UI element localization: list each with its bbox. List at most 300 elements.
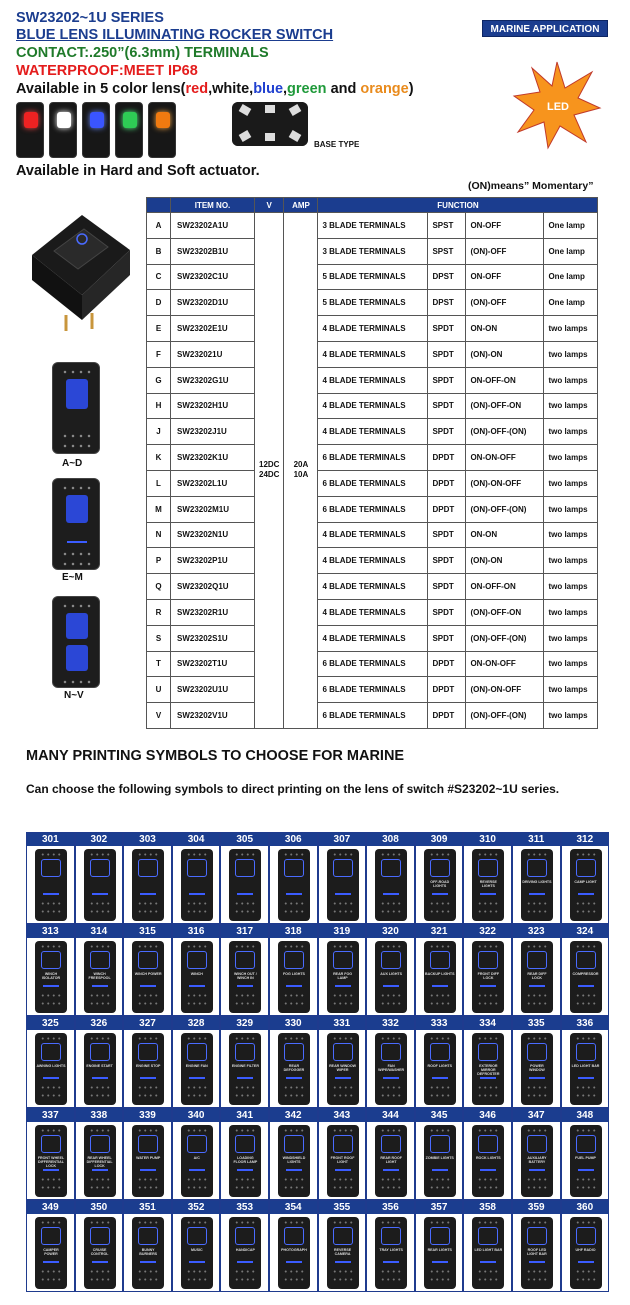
col-function: FUNCTION [318,198,598,213]
symbol-number: 343 [319,1109,366,1122]
symbol-label: WINCH OUT / WINCH IN [233,972,257,980]
symbol-label: AUXILIARY BATTERY [527,1156,547,1164]
symbol-glyph-icon [333,951,353,969]
row-terminals: 4 BLADE TERMINALS [318,625,428,651]
row-item-no: SW23202N1U [171,522,255,548]
symbol-switch-icon [521,1217,553,1289]
row-lamps: two lamps [544,522,598,548]
marine-application-badge: MARINE APPLICATION [482,20,608,37]
row-pole: SPST [428,213,466,239]
symbol-glyph-icon [381,1227,401,1245]
symbol-number: 308 [367,833,414,846]
symbol-glyph-icon [381,1135,401,1153]
symbol-switch-icon [521,849,553,921]
symbol-glyph-icon [187,1135,207,1153]
contact-spec: CONTACT:.250”(6.3mm) TERMINALS [16,45,269,61]
symbol-number: 311 [513,833,560,846]
symbol-label: EXTERIOR MIRROR DEFROSTER [477,1064,500,1076]
symbol-glyph-icon [90,1043,110,1061]
row-item-no: SW23202M1U [171,496,255,522]
row-terminals: 4 BLADE TERMINALS [318,548,428,574]
symbol-number: 351 [124,1201,171,1214]
symbol-label: AUX LIGHTS [380,972,403,976]
symbol-number: 341 [221,1109,268,1122]
symbol-label: ENGINE START [86,1064,113,1068]
col-item-no: ITEM NO. [171,198,255,213]
row-lamps: two lamps [544,651,598,677]
symbol-cell [269,832,318,924]
symbol-cell [172,1108,221,1200]
symbol-label: FOG LIGHTS [282,972,305,976]
col-code [147,198,171,213]
product-title: BLUE LENS ILLUMINATING ROCKER SWITCH [16,27,334,43]
symbol-label: WATER PUMP [136,1156,161,1160]
led-label: LED [547,101,569,113]
row-pole: SPDT [428,548,466,574]
symbol-glyph-icon [527,1227,547,1245]
table-row [147,496,598,522]
symbol-cell [415,832,464,924]
symbol-cell [75,924,124,1016]
symbol-glyph-icon [527,1135,547,1153]
symbol-number: 303 [124,833,171,846]
row-item-no: SW232021U [171,341,255,367]
table-row [147,651,598,677]
symbol-glyph-icon [138,1043,158,1061]
symbol-number: 340 [173,1109,220,1122]
row-terminals: 4 BLADE TERMINALS [318,574,428,600]
row-pole: SPDT [428,522,466,548]
symbol-number: 307 [319,833,366,846]
symbol-number: 352 [173,1201,220,1214]
symbol-cell [463,1016,512,1108]
lens-orange: orange [360,81,409,97]
row-function: ON-ON-OFF [466,445,544,471]
row-lamps: two lamps [544,367,598,393]
row-lamps: two lamps [544,393,598,419]
symbol-number: 336 [562,1017,609,1030]
row-terminals: 4 BLADE TERMINALS [318,522,428,548]
symbol-switch-icon [84,1125,116,1197]
symbol-cell [123,1108,172,1200]
row-item-no: SW23202L1U [171,470,255,496]
series-title: SW23202~1U SERIES [16,10,164,26]
symbol-number: 325 [27,1017,74,1030]
symbol-number: 326 [76,1017,123,1030]
symbol-label: REAR WHEEL DIFFERENTIAL LOCK [86,1156,113,1168]
lens-white: ,white, [208,81,254,97]
row-lamps: two lamps [544,470,598,496]
symbol-label: BACKUP LIGHTS [425,972,455,976]
symbol-switch-icon [181,1217,213,1289]
symbol-switch-icon [181,941,213,1013]
symbol-glyph-icon [235,1227,255,1245]
symbol-glyph-icon [235,859,255,877]
row-terminals: 5 BLADE TERMINALS [318,264,428,290]
symbol-glyph-icon [284,859,304,877]
row-lamps: two lamps [544,677,598,703]
row-item-no: SW23202Q1U [171,574,255,600]
symbol-cell [415,1200,464,1292]
row-item-no: SW23202U1U [171,677,255,703]
symbol-cell [75,1016,124,1108]
table-row [147,574,598,600]
symbol-number: 315 [124,925,171,938]
symbol-switch-icon [35,1125,67,1197]
symbol-glyph-icon [478,1135,498,1153]
symbol-cell [561,1200,610,1292]
symbol-cell [318,1200,367,1292]
row-code: R [147,599,171,625]
row-terminals: 3 BLADE TERMINALS [318,238,428,264]
symbol-label: CAMPER POWER [43,1248,59,1256]
symbol-number: 302 [76,833,123,846]
row-pole: DPDT [428,677,466,703]
symbol-label: BUNNY BURNERS [139,1248,158,1256]
led-starburst-icon [512,60,602,150]
symbol-switch-icon [278,1033,310,1105]
symbol-number: 318 [270,925,317,938]
symbol-switch-icon [327,941,359,1013]
table-row [147,393,598,419]
row-item-no: SW23202P1U [171,548,255,574]
table-row [147,341,598,367]
symbol-glyph-icon [527,859,547,877]
row-lamps: two lamps [544,316,598,342]
row-terminals: 4 BLADE TERMINALS [318,599,428,625]
symbol-cell [561,924,610,1016]
symbol-switch-icon [132,849,164,921]
row-code: G [147,367,171,393]
row-function: ON-OFF [466,264,544,290]
symbol-cell [269,1016,318,1108]
symbol-cell [172,832,221,924]
symbol-number: 313 [27,925,74,938]
symbol-glyph-icon [138,1135,158,1153]
row-pole: DPDT [428,703,466,729]
symbol-cell [561,1108,610,1200]
symbol-glyph-icon [430,859,450,877]
symbol-number: 331 [319,1017,366,1030]
row-terminals: 6 BLADE TERMINALS [318,703,428,729]
symbol-number: 320 [367,925,414,938]
symbol-cell [123,1016,172,1108]
row-terminals: 3 BLADE TERMINALS [318,213,428,239]
row-lamps: two lamps [544,419,598,445]
symbol-cell [463,924,512,1016]
symbol-number: 357 [416,1201,463,1214]
row-terminals: 4 BLADE TERMINALS [318,316,428,342]
symbol-cell [318,832,367,924]
row-pole: DPDT [428,470,466,496]
lens-green: green [287,81,327,97]
symbol-glyph-icon [284,1135,304,1153]
row-lamps: two lamps [544,625,598,651]
row-code: F [147,341,171,367]
symbol-switch-icon [472,1217,504,1289]
symbol-switch-icon [424,1033,456,1105]
symbol-label: REAR DEFOGGER [283,1064,305,1072]
symbol-label: ZOMBIE LIGHTS [425,1156,454,1160]
symbol-switch-icon [570,1125,602,1197]
row-pole: SPST [428,238,466,264]
symbol-switch-icon [570,1217,602,1289]
symbol-number: 335 [513,1017,560,1030]
symbol-glyph-icon [430,1135,450,1153]
symbol-switch-icon [375,1033,407,1105]
symbol-label: WINCH ISOLATOR [41,972,61,980]
symbol-number: 316 [173,925,220,938]
symbol-glyph-icon [138,1227,158,1245]
symbol-number: 312 [562,833,609,846]
symbol-glyph-icon [576,859,596,877]
symbol-glyph-icon [576,1135,596,1153]
lens-blue: blue [253,81,284,97]
row-pole: SPDT [428,625,466,651]
symbol-glyph-icon [187,1227,207,1245]
symbol-label: CRUISE CONTROL [90,1248,109,1256]
symbol-number: 337 [27,1109,74,1122]
lens-prefix: Available in 5 color lens( [16,81,186,97]
symbol-number: 350 [76,1201,123,1214]
row-lamps: two lamps [544,496,598,522]
table-row [147,290,598,316]
row-terminals: 6 BLADE TERMINALS [318,677,428,703]
waterproof-spec: WATERPROOF:MEET IP68 [16,63,198,79]
row-function: ON-ON [466,522,544,548]
symbol-glyph-icon [41,1135,61,1153]
row-code: E [147,316,171,342]
symbol-switch-icon [229,1125,261,1197]
lens-sample-red [16,102,44,158]
symbol-switch-icon [229,1033,261,1105]
switch-e-m-label: E~M [62,572,83,583]
symbol-cell [220,1016,269,1108]
symbol-label: REAR DIFF LOCK [527,972,547,980]
table-row [147,445,598,471]
symbol-cell [512,924,561,1016]
symbol-switch-icon [278,1125,310,1197]
symbol-number: 327 [124,1017,171,1030]
symbol-cell [172,924,221,1016]
symbol-number: 348 [562,1109,609,1122]
row-function: ON-ON-OFF [466,651,544,677]
symbol-switch-icon [472,849,504,921]
symbol-number: 339 [124,1109,171,1122]
symbol-label: ENGINE FILTER [231,1064,259,1068]
symbol-switch-icon [521,1033,553,1105]
row-lamps: One lamp [544,238,598,264]
table-row [147,522,598,548]
row-item-no: SW23202G1U [171,367,255,393]
symbol-glyph-icon [430,1043,450,1061]
symbol-number: 319 [319,925,366,938]
symbol-number: 356 [367,1201,414,1214]
row-item-no: SW23202E1U [171,316,255,342]
symbol-label: REAR FOG LAMP [333,972,353,980]
table-row [147,548,598,574]
symbol-switch-icon [278,941,310,1013]
row-lamps: One lamp [544,264,598,290]
symbol-glyph-icon [430,951,450,969]
row-lamps: two lamps [544,703,598,729]
table-row [147,316,598,342]
rocker-switch-photo [22,195,132,335]
symbols-heading: MANY PRINTING SYMBOLS TO CHOOSE FOR MARINE [26,748,405,764]
symbol-glyph-icon [576,951,596,969]
lens-sample-green [115,102,143,158]
symbol-number: 355 [319,1201,366,1214]
amperage-cell: 20A 10A [284,213,318,729]
symbol-switch-icon [424,1125,456,1197]
symbol-switch-icon [84,1033,116,1105]
symbol-number: 329 [221,1017,268,1030]
symbol-number: 360 [562,1201,609,1214]
row-pole: SPDT [428,393,466,419]
symbol-cell [318,1016,367,1108]
symbol-number: 314 [76,925,123,938]
symbol-switch-icon [84,1217,116,1289]
row-item-no: SW23202H1U [171,393,255,419]
row-terminals: 6 BLADE TERMINALS [318,496,428,522]
row-item-no: SW23202A1U [171,213,255,239]
symbol-switch-icon [424,1217,456,1289]
symbol-switch-icon [278,849,310,921]
table-row [147,213,598,239]
symbol-number: 358 [464,1201,511,1214]
symbol-glyph-icon [138,951,158,969]
symbol-glyph-icon [284,951,304,969]
switch-a-d-label: A~D [62,458,83,469]
symbol-switch-icon [132,1125,164,1197]
symbol-switch-icon [570,941,602,1013]
row-item-no: SW23202K1U [171,445,255,471]
switch-e-m-image [52,478,100,570]
symbol-glyph-icon [478,1227,498,1245]
momentary-note: (ON)means” Momentary” [468,180,594,192]
symbol-label: REVERSE LIGHTS [479,880,497,888]
row-code: P [147,548,171,574]
symbol-glyph-icon [138,859,158,877]
symbol-switch-icon [181,1125,213,1197]
symbol-glyph-icon [284,1227,304,1245]
row-item-no: SW23202C1U [171,264,255,290]
symbol-cell [415,924,464,1016]
symbol-glyph-icon [333,1227,353,1245]
symbol-number: 334 [464,1017,511,1030]
symbol-cell [561,832,610,924]
symbol-glyph-icon [90,859,110,877]
row-item-no: SW23202T1U [171,651,255,677]
symbol-label: REAR LIGHTS [427,1248,452,1252]
symbol-glyph-icon [41,951,61,969]
symbol-glyph-icon [90,951,110,969]
symbol-label: REAR ROOF LIGHT [380,1156,402,1164]
symbol-switch-icon [327,1033,359,1105]
symbol-label: AWNING LIGHTS [36,1064,66,1068]
symbol-number: 354 [270,1201,317,1214]
row-function: (ON)-OFF [466,238,544,264]
table-row [147,238,598,264]
lens-red: red [185,81,209,97]
symbol-glyph-icon [235,1135,255,1153]
symbol-switch-icon [229,1217,261,1289]
row-code: L [147,470,171,496]
symbol-glyph-icon [478,859,498,877]
voltage-cell: 12DC 24DC [255,213,284,729]
symbol-number: 346 [464,1109,511,1122]
symbol-cell [318,924,367,1016]
symbol-switch-icon [375,1125,407,1197]
symbol-switch-icon [570,849,602,921]
symbol-switch-icon [84,849,116,921]
lens-color-samples [16,102,176,158]
row-function: (ON)-OFF-(ON) [466,703,544,729]
table-row [147,264,598,290]
symbol-label: WINDSHIELD LIGHTS [282,1156,306,1164]
symbol-number: 347 [513,1109,560,1122]
spec-table-header [147,198,598,213]
symbol-label: ENGINE FAN [185,1064,208,1068]
row-function: (ON)-ON-OFF [466,470,544,496]
row-pole: DPDT [428,651,466,677]
symbol-number: 324 [562,925,609,938]
symbol-switch-icon [181,849,213,921]
symbol-switch-icon [327,849,359,921]
symbol-glyph-icon [333,1135,353,1153]
symbol-glyph-icon [235,1043,255,1061]
symbol-glyph-icon [187,859,207,877]
symbol-cell [75,1200,124,1292]
row-lamps: two lamps [544,574,598,600]
row-code: V [147,703,171,729]
symbol-cell [463,1108,512,1200]
row-lamps: two lamps [544,599,598,625]
base-type-diagram [232,102,308,146]
table-row [147,703,598,729]
col-v: V [255,198,284,213]
symbol-label: PHOTOGRAPH [281,1248,307,1252]
lens-sample-white [49,102,77,158]
symbol-switch-icon [472,1033,504,1105]
symbol-label: WINCH FREESPOOL [88,972,111,980]
symbol-switch-icon [229,941,261,1013]
row-function: (ON)-OFF-(ON) [466,625,544,651]
lens-availability [16,81,414,97]
symbol-glyph-icon [187,1043,207,1061]
row-pole: SPDT [428,341,466,367]
symbol-glyph-icon [90,1135,110,1153]
lens-and: and [326,81,361,97]
symbol-label: TRAY LIGHTS [379,1248,403,1252]
symbol-glyph-icon [478,1043,498,1061]
row-code: U [147,677,171,703]
symbol-label: REAR WINDOW WIPER [329,1064,357,1072]
symbol-label: UHF RADIO [575,1248,596,1252]
symbol-number: 309 [416,833,463,846]
symbol-label: FAN WIPE/WASHER [378,1064,405,1072]
symbol-cell [26,924,75,1016]
table-row [147,599,598,625]
symbol-number: 322 [464,925,511,938]
symbol-cell [172,1016,221,1108]
row-function: ON-OFF-ON [466,367,544,393]
symbol-cell [512,1108,561,1200]
row-code: Q [147,574,171,600]
symbol-cell [26,1108,75,1200]
spec-table [146,197,598,729]
row-function: (ON)-OFF-(ON) [466,496,544,522]
